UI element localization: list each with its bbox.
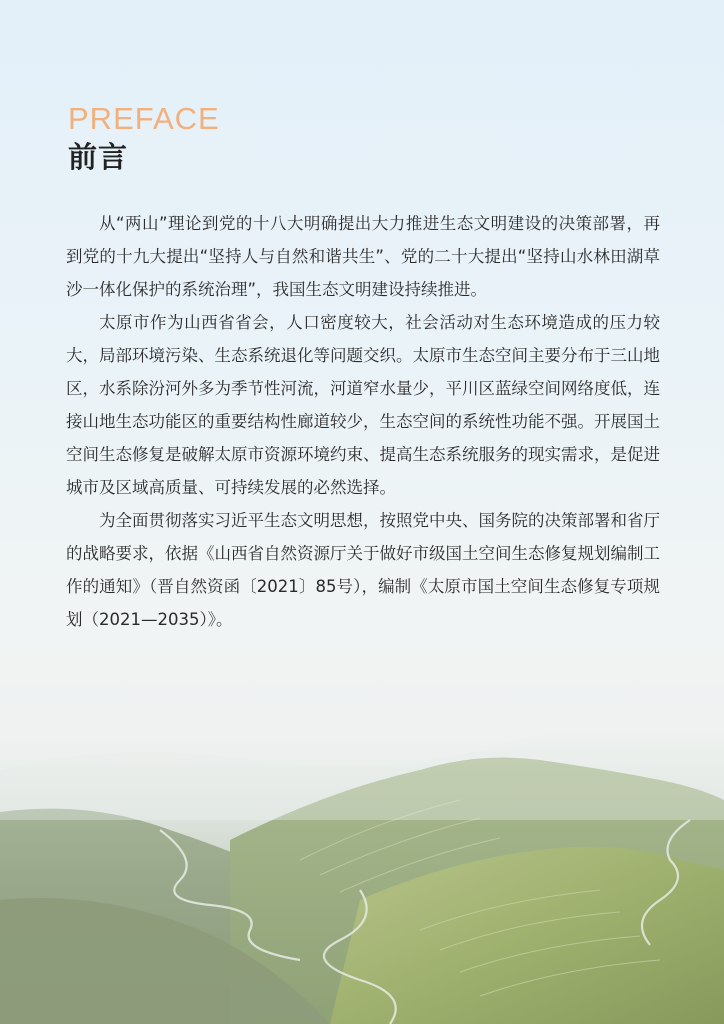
- paragraph-3: 为全面贯彻落实习近平生态文明思想，按照党中央、国务院的决策部署和省厅的战略要求，依据《山西省自然资源厅关于做好市级国土空间生态修复规划编制工作的通知》（晋自然资函〔2021〕85号），编制《太原市国土空间生态修复专项规划（2021—2035）》。: [66, 511, 660, 629]
- preface-title-en: PREFACE: [68, 101, 220, 136]
- paragraph-1: 从“两山”理论到党的十八大明确提出大力推进生态文明建设的决策部署，再到党的十九大提出“坚持人与自然和谐共生”、党的二十大提出“坚持山水林田湖草沙一体化保护的系统治理”，我国生态文明建设持续推进。: [66, 214, 660, 299]
- preface-body: [66, 207, 660, 636]
- paragraph-2: 太原市作为山西省省会，人口密度较大，社会活动对生态环境造成的压力较大，局部环境污染、生态系统退化等问题交织。太原市生态空间主要分布于三山地区，水系除汾河外多为季节性河流，河道窄水量少，平川区蓝绿空间网络度低，连接山地生态功能区的重要结构性廊道较少，生态空间的系统性功能不强。开展国土空间生态修复是破解太原市资源环境约束、提高生态系统服务的现实需求，是促进城市及区域高质量、可持续发展的必然选择。: [66, 313, 660, 497]
- preface-title-cn: 前言: [68, 140, 129, 174]
